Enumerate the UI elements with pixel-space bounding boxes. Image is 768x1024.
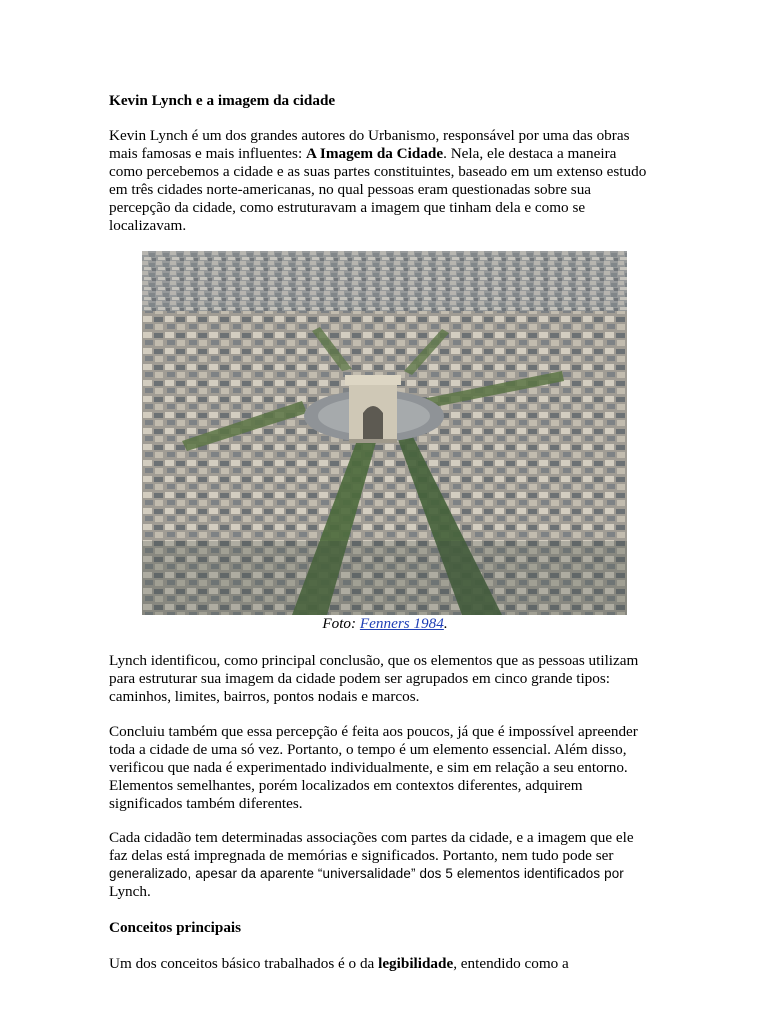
- text-line: Cada cidadão tem determinadas associações com partes da cidade, e a imagem que ele: [109, 829, 634, 846]
- text-segment: . Nela, ele destaca a maneira: [443, 145, 617, 162]
- text-line: caminhos, limites, bairros, pontos nodais e marcos.: [109, 688, 420, 705]
- section-heading: Conceitos principais: [109, 919, 242, 936]
- caption-link[interactable]: Fenners 1984: [359, 615, 444, 632]
- photo-illustration: [142, 251, 627, 615]
- document-title: Kevin Lynch e a imagem da cidade: [109, 92, 336, 109]
- text-line: significados também diferentes.: [109, 795, 303, 812]
- caption-prefix: Foto:: [322, 615, 360, 632]
- paragraph-associations: [109, 829, 661, 901]
- text-segment: Um dos conceitos básico trabalhados é o da: [109, 955, 379, 972]
- text-line: generalizado, apesar da aparente “universalidade” dos 5 elementos identificados por: [109, 866, 624, 881]
- text-segment: mais famosas e mais influentes:: [109, 145, 306, 162]
- text-line: localizavam.: [109, 217, 187, 234]
- text-line: Elementos semelhantes, porém localizados em contextos diferentes, adquirem: [109, 777, 583, 794]
- aerial-photo-arc-de-triomphe: [142, 251, 627, 615]
- book-title-bold: A Imagem da Cidade: [305, 145, 444, 162]
- text-line: em três cidades norte-americanas, no qual pessoas eram questionadas sobre sua: [109, 181, 592, 198]
- text-line: percepção da cidade, como estruturavam a imagem que tinham dela e como se: [109, 199, 586, 216]
- paragraph-intro: [109, 127, 661, 235]
- text-line: Lynch identificou, como principal conclusão, que os elementos que as pessoas utilizam: [109, 652, 639, 669]
- text-line: como percebemos a cidade e as suas partes constituintes, baseado em um extenso estudo: [109, 163, 647, 180]
- text-line: Lynch.: [109, 883, 151, 900]
- photo-caption: [109, 615, 661, 633]
- text-line: toda a cidade de uma só vez. Portanto, o tempo é um elemento essencial. Além disso,: [109, 741, 627, 758]
- term-bold: legibilidade: [378, 955, 454, 972]
- text-line: verificou que nada é experimentado individualmente, e sim em relação a seu entorno.: [109, 759, 628, 776]
- paragraph-perception: [109, 723, 661, 813]
- text-line: [109, 145, 661, 163]
- text-line: faz delas está impregnada de memórias e significados. Portanto, nem tudo pode ser: [109, 847, 614, 864]
- paragraph-conclusion: [109, 652, 661, 706]
- text-line: para estruturar sua imagem da cidade podem ser agrupados em cinco grande tipos:: [109, 670, 611, 687]
- text-segment: , entendido como a: [453, 955, 569, 972]
- text-line: [109, 955, 661, 973]
- text-line: Kevin Lynch é um dos grandes autores do Urbanismo, responsável por uma das obras: [109, 127, 630, 144]
- paragraph-legibility: [109, 955, 661, 973]
- text-line: Concluiu também que essa percepção é feita aos poucos, já que é impossível apreender: [109, 723, 638, 740]
- caption-suffix: .: [443, 615, 448, 632]
